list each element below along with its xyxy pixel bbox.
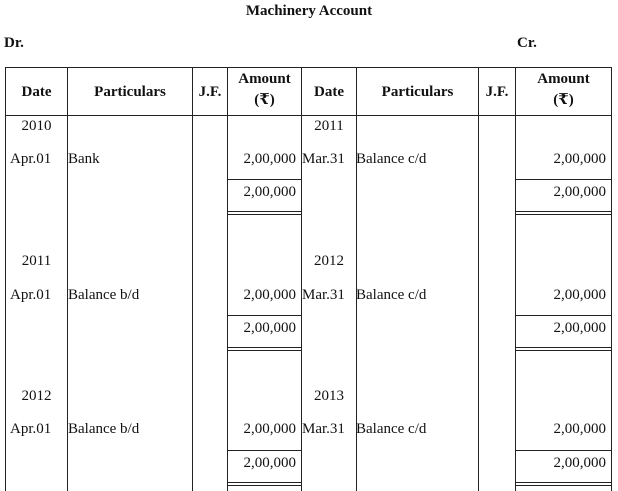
debit-side-label: Dr. bbox=[4, 35, 24, 51]
debit-date: Apr.01 bbox=[10, 287, 52, 303]
debit-year: 2010 bbox=[21, 118, 52, 134]
header-particulars-debit: Particulars bbox=[94, 84, 166, 100]
debit-date: Apr.01 bbox=[10, 421, 52, 437]
credit-total: 2,00,000 bbox=[553, 184, 606, 200]
debit-total: 2,00,000 bbox=[243, 184, 296, 200]
credit-amount: 2,00,000 bbox=[553, 151, 606, 167]
credit-year: 2011 bbox=[314, 118, 344, 134]
debit-year: 2011 bbox=[21, 253, 52, 269]
header-particulars-credit: Particulars bbox=[381, 84, 454, 100]
account-title: Machinery Account bbox=[245, 3, 373, 19]
debit-amount: 2,00,000 bbox=[243, 421, 296, 437]
header-amount-debit: Amount bbox=[238, 71, 291, 87]
credit-amount: 2,00,000 bbox=[553, 287, 606, 303]
debit-amount: 2,00,000 bbox=[243, 151, 296, 167]
header-currency-credit: (₹) bbox=[553, 92, 574, 108]
debit-total: 2,00,000 bbox=[243, 455, 296, 471]
debit-total: 2,00,000 bbox=[243, 320, 296, 336]
debit-particulars: Balance b/d bbox=[68, 421, 140, 437]
credit-total: 2,00,000 bbox=[553, 320, 606, 336]
credit-date: Mar.31 bbox=[302, 421, 345, 437]
header-date-credit: Date bbox=[314, 84, 344, 100]
credit-year: 2013 bbox=[314, 388, 344, 404]
header-date-debit: Date bbox=[21, 84, 52, 100]
credit-particulars: Balance c/d bbox=[356, 151, 427, 167]
debit-date: Apr.01 bbox=[10, 151, 52, 167]
debit-year: 2012 bbox=[21, 388, 52, 404]
credit-date: Mar.31 bbox=[302, 287, 345, 303]
header-jf-debit: J.F. bbox=[198, 84, 222, 100]
credit-date: Mar.31 bbox=[302, 151, 345, 167]
credit-particulars: Balance c/d bbox=[356, 287, 427, 303]
header-currency-debit: (₹) bbox=[254, 92, 275, 108]
credit-amount: 2,00,000 bbox=[553, 421, 606, 437]
header-amount-credit: Amount bbox=[537, 71, 590, 87]
header-jf-credit: J.F. bbox=[485, 84, 509, 100]
credit-total: 2,00,000 bbox=[553, 455, 606, 471]
debit-particulars: Bank bbox=[68, 151, 100, 167]
debit-particulars: Balance b/d bbox=[68, 287, 140, 303]
credit-particulars: Balance c/d bbox=[356, 421, 427, 437]
debit-amount: 2,00,000 bbox=[243, 287, 296, 303]
credit-side-label: Cr. bbox=[517, 35, 537, 51]
credit-year: 2012 bbox=[314, 253, 344, 269]
